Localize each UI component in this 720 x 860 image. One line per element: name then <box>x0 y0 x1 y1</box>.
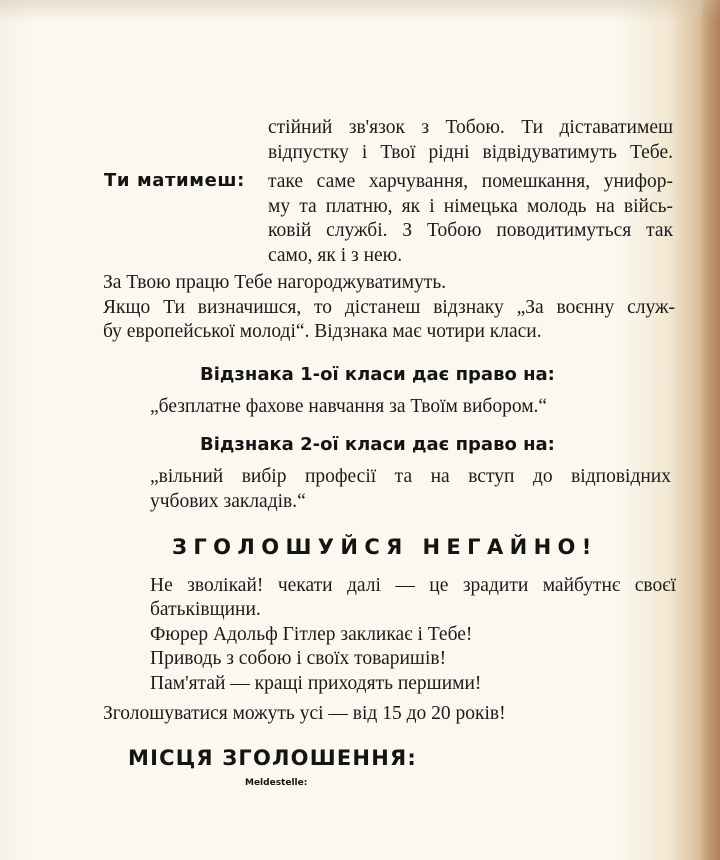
call-heading: ЗГОЛОШУЙСЯ НЕГАЙНО! <box>172 535 598 559</box>
reward-line: За Твою працю Тебе нагороджуватимуть. <box>103 272 447 293</box>
class1-text: „безплатне фахове навчання за Твоїм вибором.“ <box>150 396 548 417</box>
benefit-line: ковій службі. З Тобою поводитимуться так <box>268 220 673 241</box>
benefit-line: му та платню, як і німецька молодь на війсь- <box>268 196 673 217</box>
call-line: Пам'ятай — кращі приходять першими! <box>150 673 482 694</box>
intro-line: відпустку і Твої рідні відвідуватимуть Тебе. <box>268 142 673 163</box>
class2-line: „вільний вибір професії та на вступ до відповідних <box>150 466 671 487</box>
class2-heading: Відзнака 2-ої класи дає право на: <box>200 434 555 455</box>
meldestelle-label: Meldestelle: <box>245 778 308 788</box>
age-line: Зголошуватися можуть усі — від 15 до 20 років! <box>103 703 506 724</box>
intro-line: стійний зв'язок з Тобою. Ти діставатимеш <box>268 117 673 138</box>
call-line: Фюрер Адольф Гітлер закликає і Тебе! <box>150 624 473 645</box>
class2-line: учбових закладів.“ <box>150 491 306 512</box>
call-line: батьківщини. <box>150 599 261 620</box>
class1-heading: Відзнака 1-ої класи дає право на: <box>200 364 555 385</box>
reward-line: бу европейської молоді“. Відзнака має чотири класи. <box>103 321 542 342</box>
call-line: Приводь з собою і своїх товаришів! <box>150 648 447 669</box>
places-heading: МІСЦЯ ЗГОЛОШЕННЯ: <box>128 746 417 770</box>
benefit-line: таке саме харчування, помешкання, унифор- <box>268 171 673 192</box>
you-will-have-label: Ти матимеш: <box>104 170 245 191</box>
reward-line: Якщо Ти визначишся, то дістанеш відзнаку „За воєнну служ- <box>103 297 675 318</box>
call-line: Не зволікай! чекати далі — це зрадити майбутнє своєї <box>150 575 676 596</box>
page-top-shade <box>0 0 720 22</box>
benefit-line: само, як і з нею. <box>268 245 403 266</box>
book-spine-shadow <box>702 0 720 860</box>
